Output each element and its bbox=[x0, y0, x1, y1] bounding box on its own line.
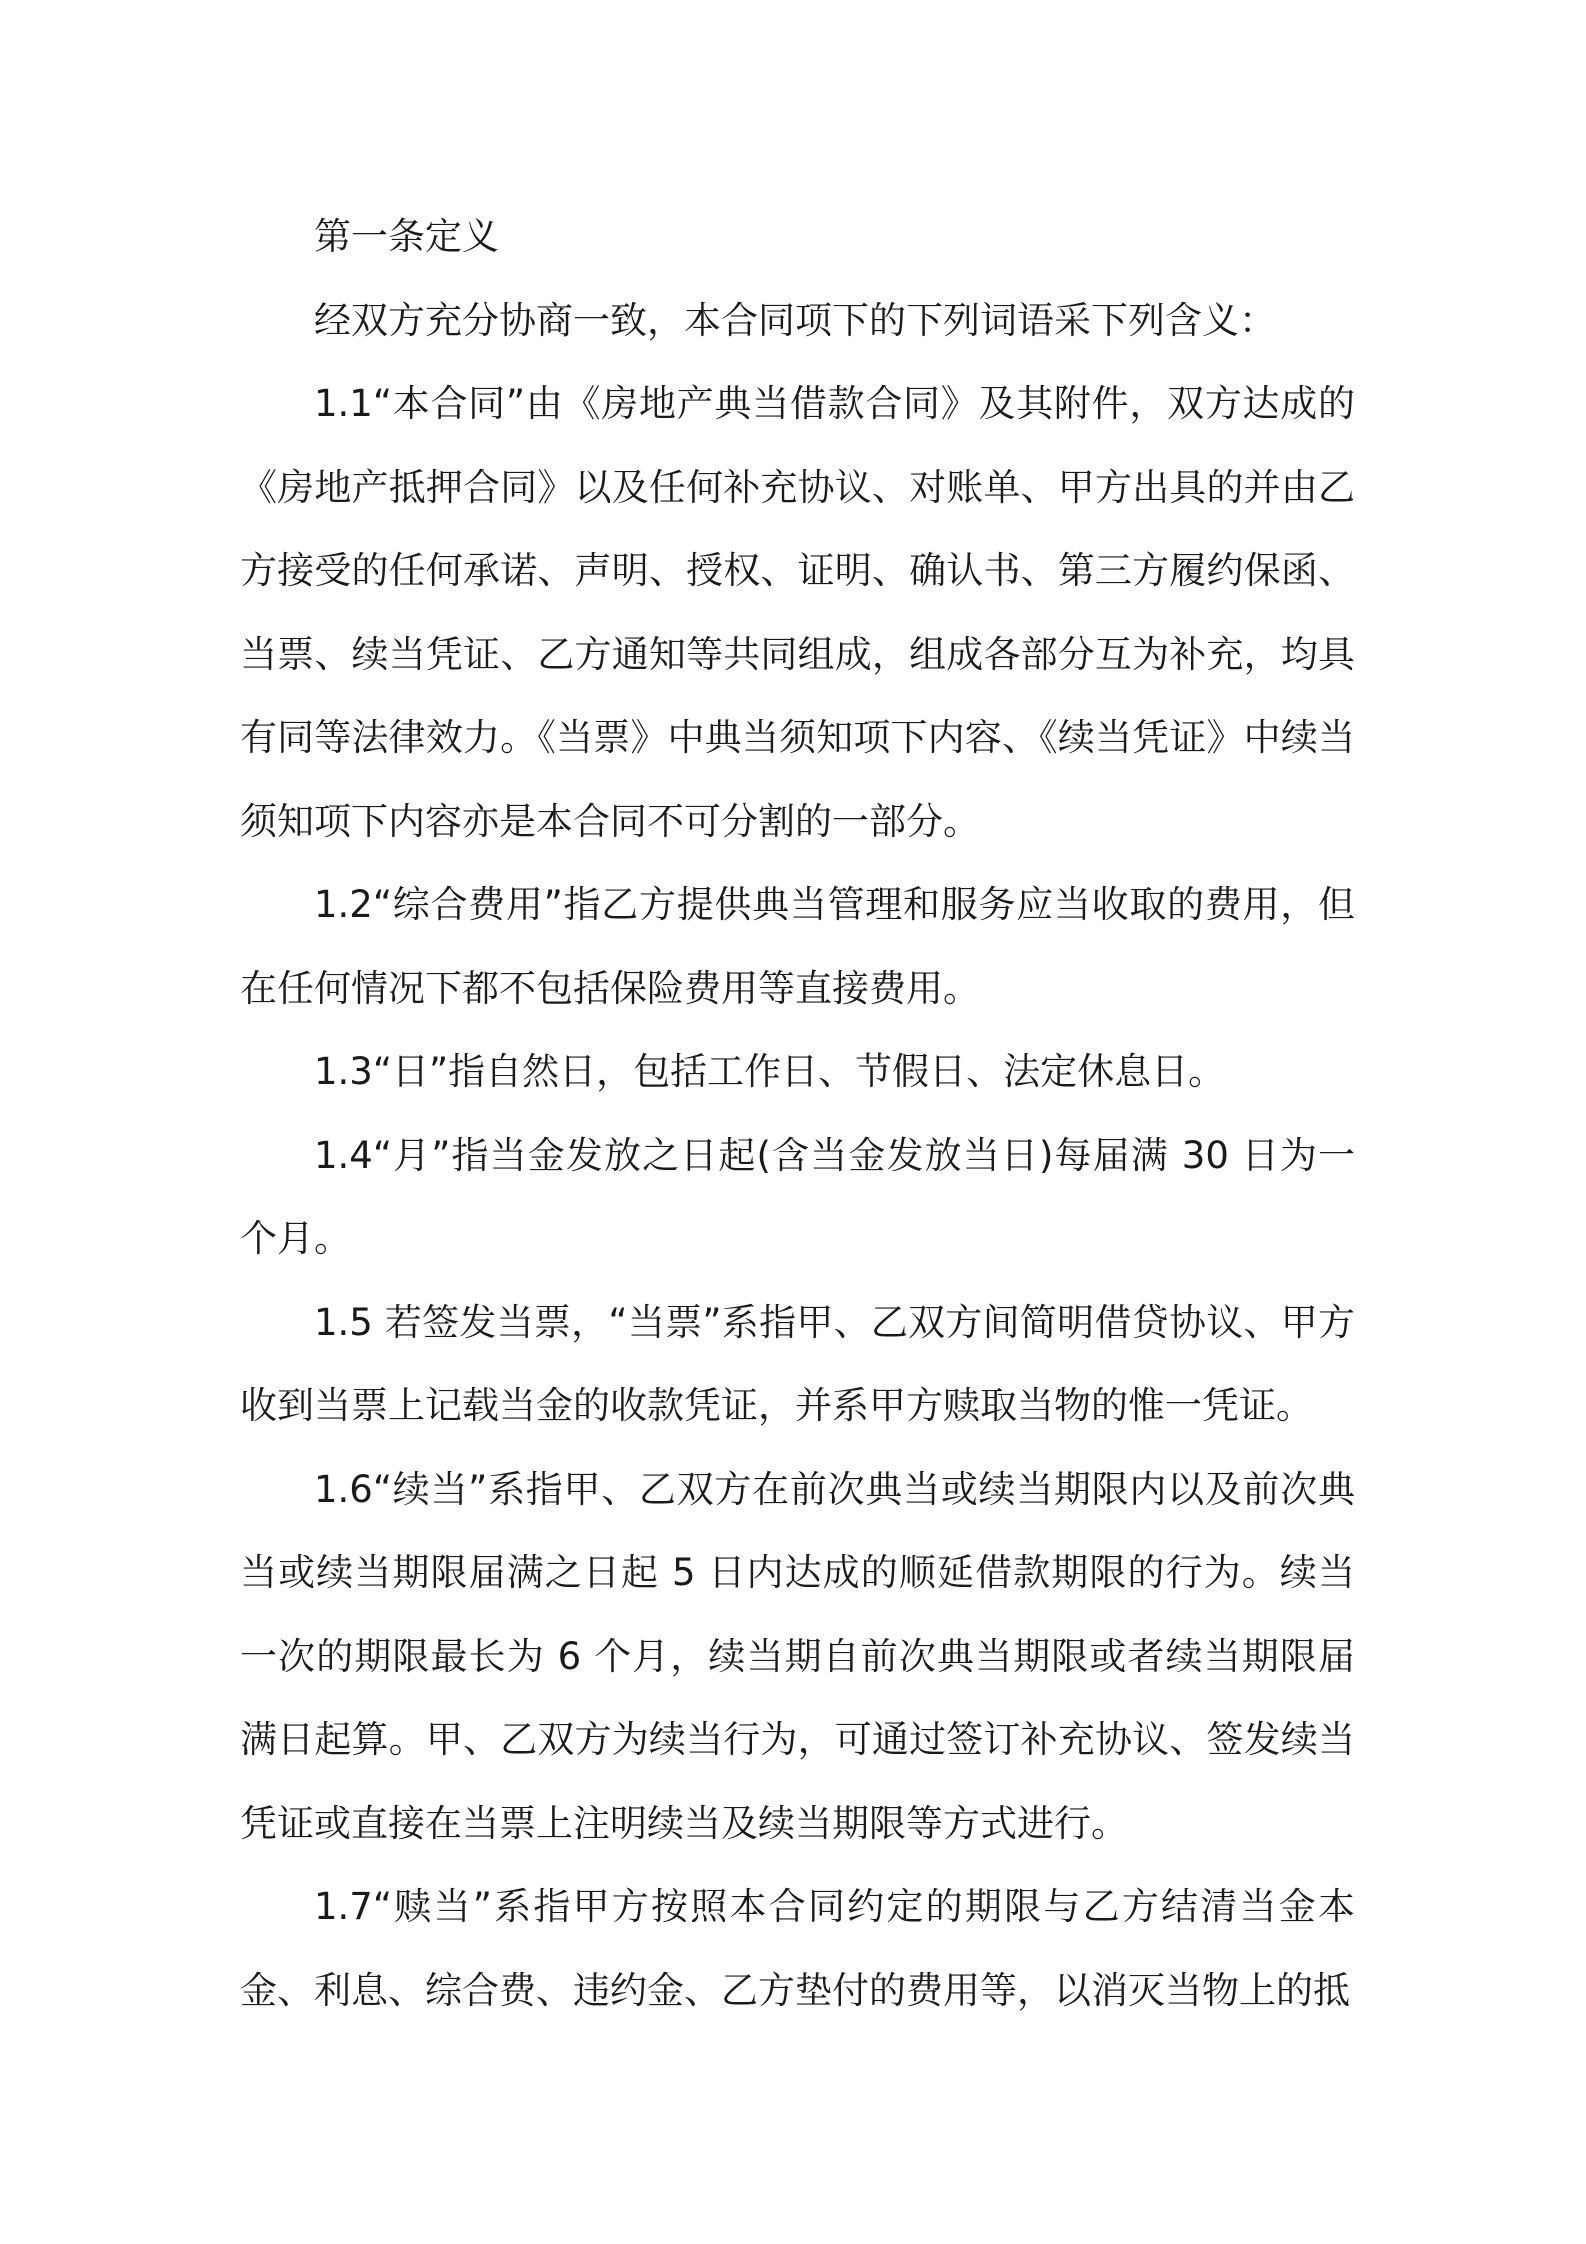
clause-1-2: 1.2“综合费用”指乙方提供典当管理和服务应当收取的费用，但在任何情况下都不包括保险费用等直接费用。 bbox=[240, 883, 1355, 1010]
clause-1-1: 1.1“本合同”由《房地产典当借款合同》及其附件，双方达成的《房地产抵押合同》以及任何补充协议、对账单、甲方出具的并由乙方接受的任何承诺、声明、授权、证明、确认书、第三方履约保函、当票、续当凭证、乙方通知等共同组成，组成各部分互为补充，均具有同等法律效力。《当票》中典当须知项下内容、《续当凭证》中续当须知项下内容亦是本合同不可分割的一部分。 bbox=[240, 382, 1355, 843]
intro-paragraph: 经双方充分协商一致，本合同项下的下列词语采下列含义： bbox=[314, 298, 1276, 342]
clause-1-6: 1.6“续当”系指甲、乙双方在前次典当或续当期限内以及前次典当或续当期限届满之日起 5 日内达成的顺延借款期限的行为。续当一次的期限最长为 6 个月，续当期自前次典当期限或者续当期限届满日起算。甲、乙双方为续当行为，可通过签订补充协议、签发续当凭证或直接在当票上注明续当及续当期限等方式进行。 bbox=[240, 1467, 1355, 1845]
clause-1-7: 1.7“赎当”系指甲方按照本合同约定的期限与乙方结清当金本金、利息、综合费、违约金、乙方垫付的费用等，以消灭当物上的抵 bbox=[240, 1885, 1355, 2012]
clause-1-3: 1.3“日”指自然日，包括工作日、节假日、法定休息日。 bbox=[314, 1050, 1226, 1093]
clause-1-5: 1.5 若签发当票，“当票”系指甲、乙双方间简明借贷协议、甲方收到当票上记载当金的收款凭证，并系甲方赎取当物的惟一凭证。 bbox=[240, 1300, 1355, 1427]
document-body bbox=[240, 195, 1355, 2032]
article-heading: 第一条定义 bbox=[314, 215, 499, 258]
clause-1-4: 1.4“月”指当金发放之日起(含当金发放当日)每届满 30 日为一个月。 bbox=[240, 1133, 1355, 1260]
